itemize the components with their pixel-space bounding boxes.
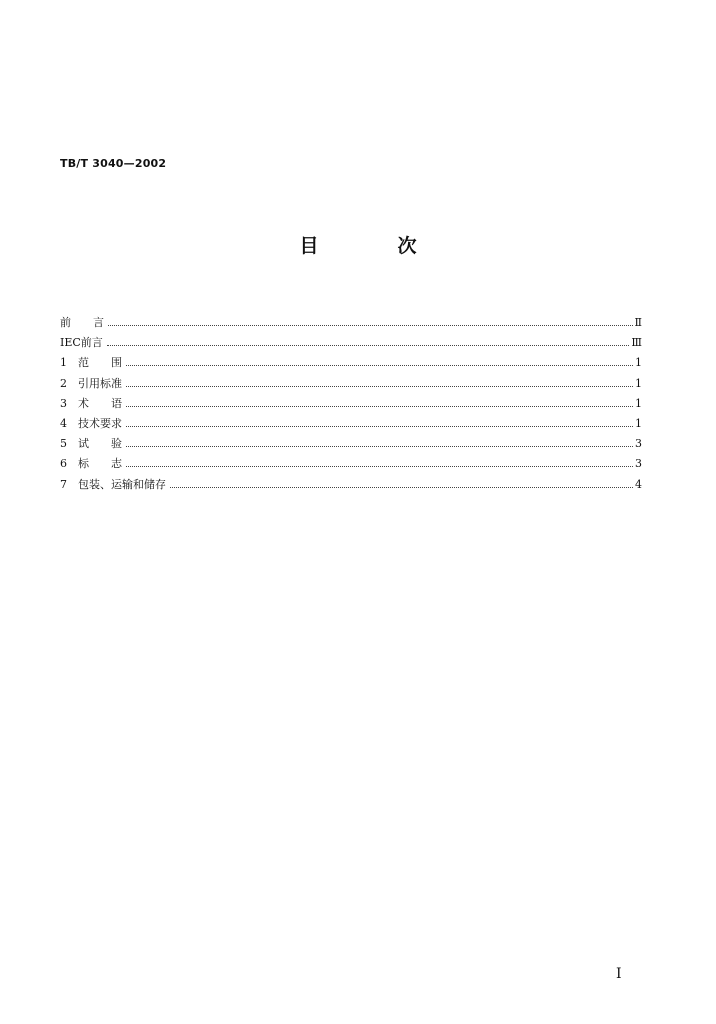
standard-code: TB/T 3040—2002 xyxy=(60,157,167,170)
toc-entry-label: 范 围 xyxy=(78,356,122,370)
toc-entry-terms[interactable] xyxy=(60,394,642,414)
toc-entry-page: 3 xyxy=(635,437,642,451)
toc-entry-label: 术 语 xyxy=(78,396,122,410)
toc-entry-label: 前 言 xyxy=(60,316,104,329)
dot-leader xyxy=(126,364,633,366)
dot-leader xyxy=(107,344,630,346)
dot-leader xyxy=(108,324,633,326)
toc-entry-number: 5 xyxy=(60,437,67,451)
table-of-contents xyxy=(60,313,642,495)
toc-entry-number: 3 xyxy=(60,396,67,410)
toc-entry-label: IEC前言 xyxy=(60,336,103,350)
toc-entry-page: 1 xyxy=(635,356,642,370)
toc-entry-page: 3 xyxy=(635,457,642,471)
toc-entry-page: 1 xyxy=(635,396,642,410)
dot-leader xyxy=(126,385,633,387)
toc-entry-normative-references[interactable] xyxy=(60,374,642,394)
toc-entry-label: 引用标准 xyxy=(78,376,122,390)
dot-leader xyxy=(126,465,633,467)
toc-entry-scope[interactable] xyxy=(60,353,642,373)
toc-title: 目 次 xyxy=(299,235,447,257)
dot-leader xyxy=(170,486,633,488)
toc-entry-page: Ⅱ xyxy=(634,316,642,329)
toc-entry-label: 标 志 xyxy=(78,457,122,471)
dot-leader xyxy=(126,445,633,447)
toc-entry-iec-foreword[interactable] xyxy=(60,333,642,353)
dot-leader xyxy=(126,425,633,427)
toc-entry-number: 1 xyxy=(60,356,67,370)
toc-entry-number: 4 xyxy=(60,416,67,430)
toc-entry-number: 2 xyxy=(60,376,67,390)
toc-entry-tests[interactable] xyxy=(60,434,642,454)
toc-entry-number: 6 xyxy=(60,457,67,471)
toc-entry-page: 1 xyxy=(635,376,642,390)
toc-entry-page: 1 xyxy=(635,416,642,430)
toc-entry-label: 试 验 xyxy=(78,437,122,451)
toc-entry-label: 包装、运输和储存 xyxy=(78,477,166,491)
toc-entry-page: 4 xyxy=(635,477,642,491)
dot-leader xyxy=(126,405,633,407)
toc-entry-packaging[interactable] xyxy=(60,475,642,495)
toc-entry-label: 技术要求 xyxy=(78,416,122,430)
toc-entry-marking[interactable] xyxy=(60,454,642,474)
toc-entry-foreword[interactable] xyxy=(60,313,642,333)
toc-entry-page: Ⅲ xyxy=(631,336,642,350)
toc-entry-technical-requirements[interactable] xyxy=(60,414,642,434)
page-number: I xyxy=(616,966,622,982)
toc-entry-number: 7 xyxy=(60,477,67,491)
